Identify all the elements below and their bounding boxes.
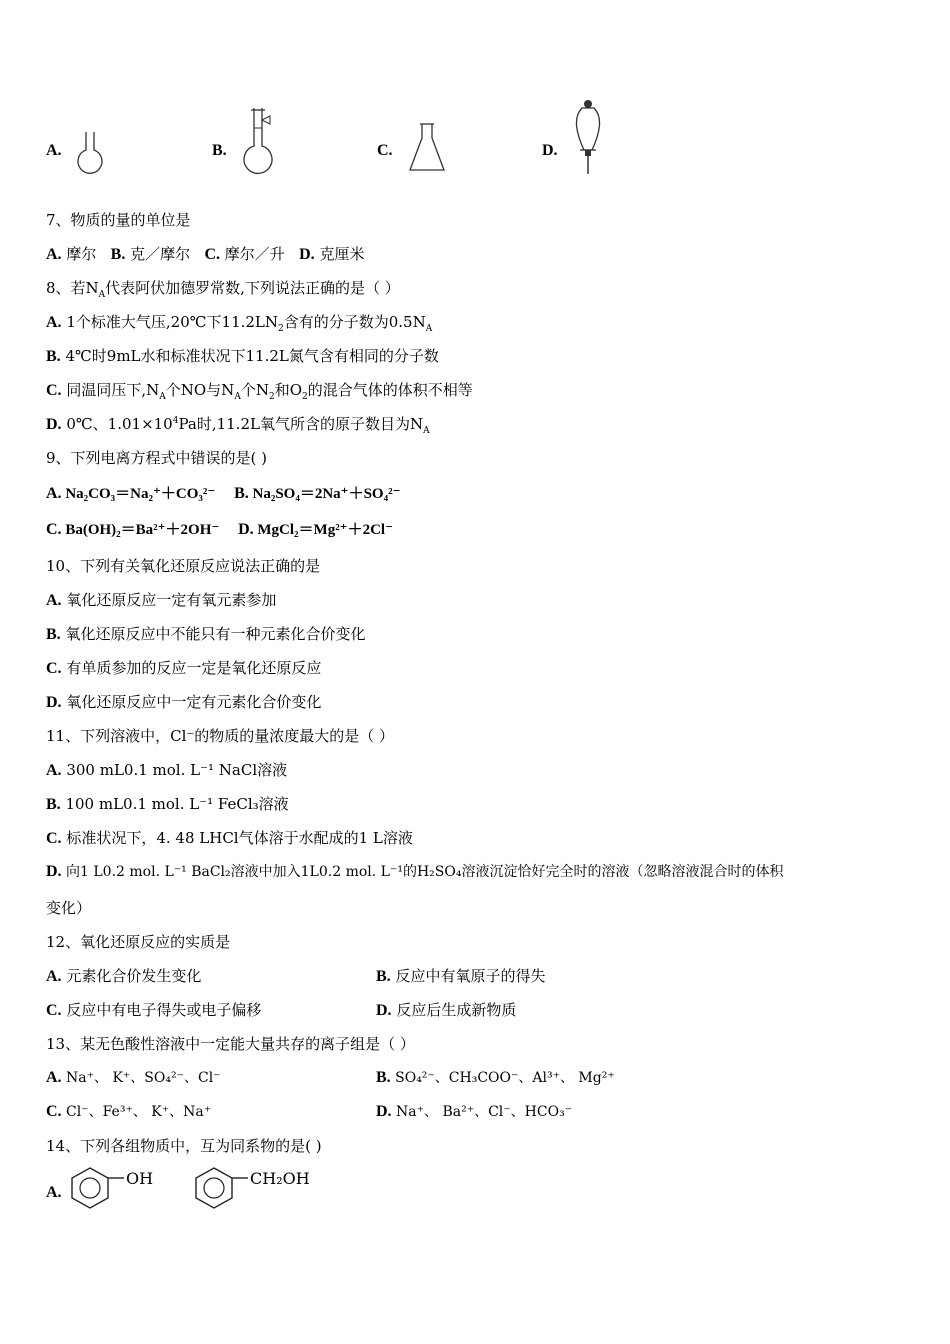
option-text: 克厘米 xyxy=(319,245,365,263)
phenol-structure xyxy=(70,1162,170,1212)
question-8-option-a: A. 1个标准大气压,20℃下$11.2LN_2$含有的分子数为$0.5N_A$ xyxy=(46,313,433,334)
volumetric-flask-icon xyxy=(238,106,282,178)
question-10-stem: 10、下列有关氧化还原反应说法正确的是 xyxy=(46,557,321,575)
question-11-stem: 11、下列溶液中，Cl⁻的物质的量浓度最大的是（ ） xyxy=(46,727,395,745)
erlenmeyer-flask-icon xyxy=(407,120,447,176)
question-8-stem: 8、若$N_A$代表阿伏加德罗常数,下列说法正确的是（ ） xyxy=(46,279,400,300)
question-12-option-d: D. 反应后生成新物质 xyxy=(376,1001,517,1019)
question-10-option-d: D. 氧化还原反应中一定有元素化合价变化 xyxy=(46,693,322,711)
option-label: A. xyxy=(46,142,62,159)
question-7-stem: 7、物质的量的单位是 xyxy=(46,211,191,229)
question-12-option-c: C. 反应中有电子得失或电子偏移 xyxy=(46,1001,262,1019)
question-9-stem: 9、下列电离方程式中错误的是( ) xyxy=(46,449,268,467)
option-text: 克／摩尔 xyxy=(130,245,191,263)
separatory-funnel-icon xyxy=(568,98,610,180)
option-label: C. xyxy=(204,246,221,263)
question-8-option-b: B. 4℃时9mL水和标准状况下11.2L氮气含有相同的分子数 xyxy=(46,347,439,365)
question-13-option-d: D. Na⁺、 Ba²⁺、Cl⁻、HCO₃⁻ xyxy=(376,1103,573,1120)
question-10-option-a: A. 氧化还原反应一定有氧元素参加 xyxy=(46,591,277,609)
benzyl-ch2oh-label: CH₂OH xyxy=(250,1169,310,1188)
option-label: D. xyxy=(299,246,315,263)
question-12-stem: 12、氧化还原反应的实质是 xyxy=(46,933,231,951)
question-13-option-c: C. Cl⁻、Fe³⁺、 K⁺、Na⁺ xyxy=(46,1103,212,1120)
question-13-option-a: A. Na⁺、 K⁺、SO₄²⁻、Cl⁻ xyxy=(46,1069,221,1086)
option-text: 摩尔 xyxy=(66,245,97,263)
question-11-option-b: B. 100 mL0.1 mol. L⁻¹ FeCl₃溶液 xyxy=(46,795,289,813)
question-11-option-c: C. 标准状况下，4. 48 LHCl气体溶于水配成的1 L溶液 xyxy=(46,829,413,847)
question-14-option-a-label: A. xyxy=(46,1184,62,1201)
question-13-stem: 13、某无色酸性溶液中一定能大量共存的离子组是（ ） xyxy=(46,1035,415,1053)
benzyl-alcohol-structure xyxy=(194,1162,324,1212)
question-13-option-b: B. SO₄²⁻、CH₃COO⁻、Al³⁺、 Mg²⁺ xyxy=(376,1069,615,1086)
question-11-option-d-cont: 变化） xyxy=(46,899,92,917)
phenol-oh-label: OH xyxy=(126,1169,154,1188)
question-10-option-c: C. 有单质参加的反应一定是氧化还原反应 xyxy=(46,659,322,677)
option-text: 摩尔／升 xyxy=(224,245,285,263)
question-10-option-b: B. 氧化还原反应中不能只有一种元素化合价变化 xyxy=(46,625,366,643)
question-11-option-d: D. 向1 L0.2 mol. L⁻¹ BaCl₂溶液中加入1L0.2 mol. L⁻¹的H₂SO₄溶液沉淀恰好完全时的溶液（忽略溶液混合时的体积 xyxy=(46,863,784,880)
question-12-option-b: B. 反应中有氧原子的得失 xyxy=(376,967,546,985)
question-7-options xyxy=(46,244,364,265)
question-12-option-a: A. 元素化合价发生变化 xyxy=(46,967,202,985)
question-9-options-cd: C. Ba(OH)₂＝Ba²⁺＋2OH⁻ D. MgCl₂＝Mg²⁺＋2Cl⁻ xyxy=(46,521,394,538)
question-9-options-ab: A. Na₂CO₃＝Na₂⁺＋CO₃²⁻ B. Na₂SO₄＝2Na⁺＋SO₄²⁻ xyxy=(46,485,401,502)
option-label: B. xyxy=(212,142,227,159)
question-8-option-c: C. 同温同压下$,N_A$个NO与$N_A$个$N_2$和$O_2$的混合气体的体积不相等 xyxy=(46,381,473,402)
question-8-option-d: D. 0℃、$1.01\times 10^4Pa$时,11.2L氧气所含的原子数目为$N_A$ xyxy=(46,415,430,436)
option-label: A. xyxy=(46,246,62,263)
option-label: C. xyxy=(377,142,393,159)
option-label: B. xyxy=(110,246,126,263)
option-label: D. xyxy=(542,142,558,159)
question-14-stem: 14、下列各组物质中，互为同系物的是( ) xyxy=(46,1137,322,1155)
round-bottom-flask-icon xyxy=(74,128,106,178)
question-11-option-a: A. 300 mL0.1 mol. L⁻¹ NaCl溶液 xyxy=(46,761,288,779)
